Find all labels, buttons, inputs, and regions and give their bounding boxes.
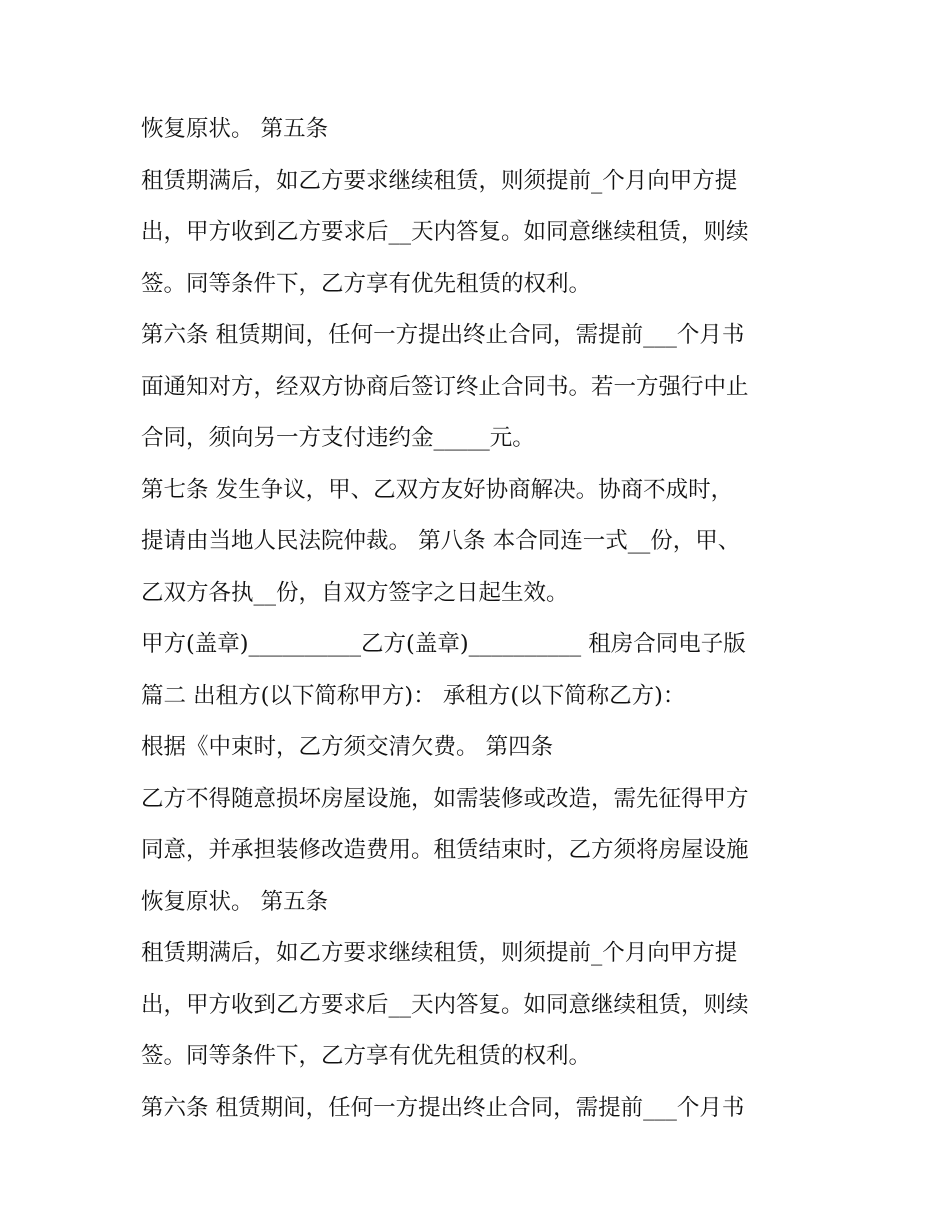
- text-line: 出，甲方收到乙方要求后__天内答复。如同意继续租赁，则续: [141, 991, 749, 1018]
- text-line: 同意，并承担装修改造费用。租赁结束时，乙方须将房屋设施: [141, 837, 749, 863]
- text-line: 提请由当地人民法院仲裁。 第八条 本合同连一式__份，甲、: [141, 528, 741, 554]
- text-line: 第七条 发生争议，甲、乙双方友好协商解决。协商不成时，: [141, 476, 734, 503]
- text-line: 恢复原状。 第五条: [141, 116, 329, 142]
- text-line: 租赁期满后，如乙方要求继续租赁，则须提前_个月向甲方提: [141, 167, 738, 194]
- text-line: 面通知对方，经双方协商后签订终止合同书。若一方强行中止: [141, 373, 749, 400]
- text-line: 第六条 租赁期间，任何一方提出终止合同，需提前___个月书: [141, 322, 745, 348]
- section-heading: 篇二 出租方(以下简称甲方)： 承租方(以下简称乙方)：: [141, 682, 686, 709]
- signature-line: 甲方(盖章)__________乙方(盖章)__________ 租房合同电子版: [141, 631, 746, 657]
- contract-text: [141, 104, 821, 1134]
- text-line: 合同，须向另一方支付违约金_____元。: [141, 425, 535, 451]
- text-line: 出，甲方收到乙方要求后__天内答复。如同意继续租赁，则续: [141, 219, 749, 245]
- text-line: 签。同等条件下，乙方享有优先租赁的权利。: [141, 1043, 592, 1069]
- text-line: 乙双方各执__份，自双方签字之日起生效。: [141, 579, 569, 606]
- text-line: 根据《中束时，乙方须交清欠费。 第四条: [141, 734, 554, 760]
- text-line: 签。同等条件下，乙方享有优先租赁的权利。: [141, 270, 592, 297]
- text-line: 乙方不得随意损坏房屋设施，如需装修或改造，需先征得甲方: [141, 785, 749, 812]
- text-line: 第六条 租赁期间，任何一方提出终止合同，需提前___个月书: [141, 1094, 745, 1121]
- text-line: 恢复原状。 第五条: [141, 888, 329, 915]
- text-line: 租赁期满后，如乙方要求继续租赁，则须提前_个月向甲方提: [141, 940, 738, 966]
